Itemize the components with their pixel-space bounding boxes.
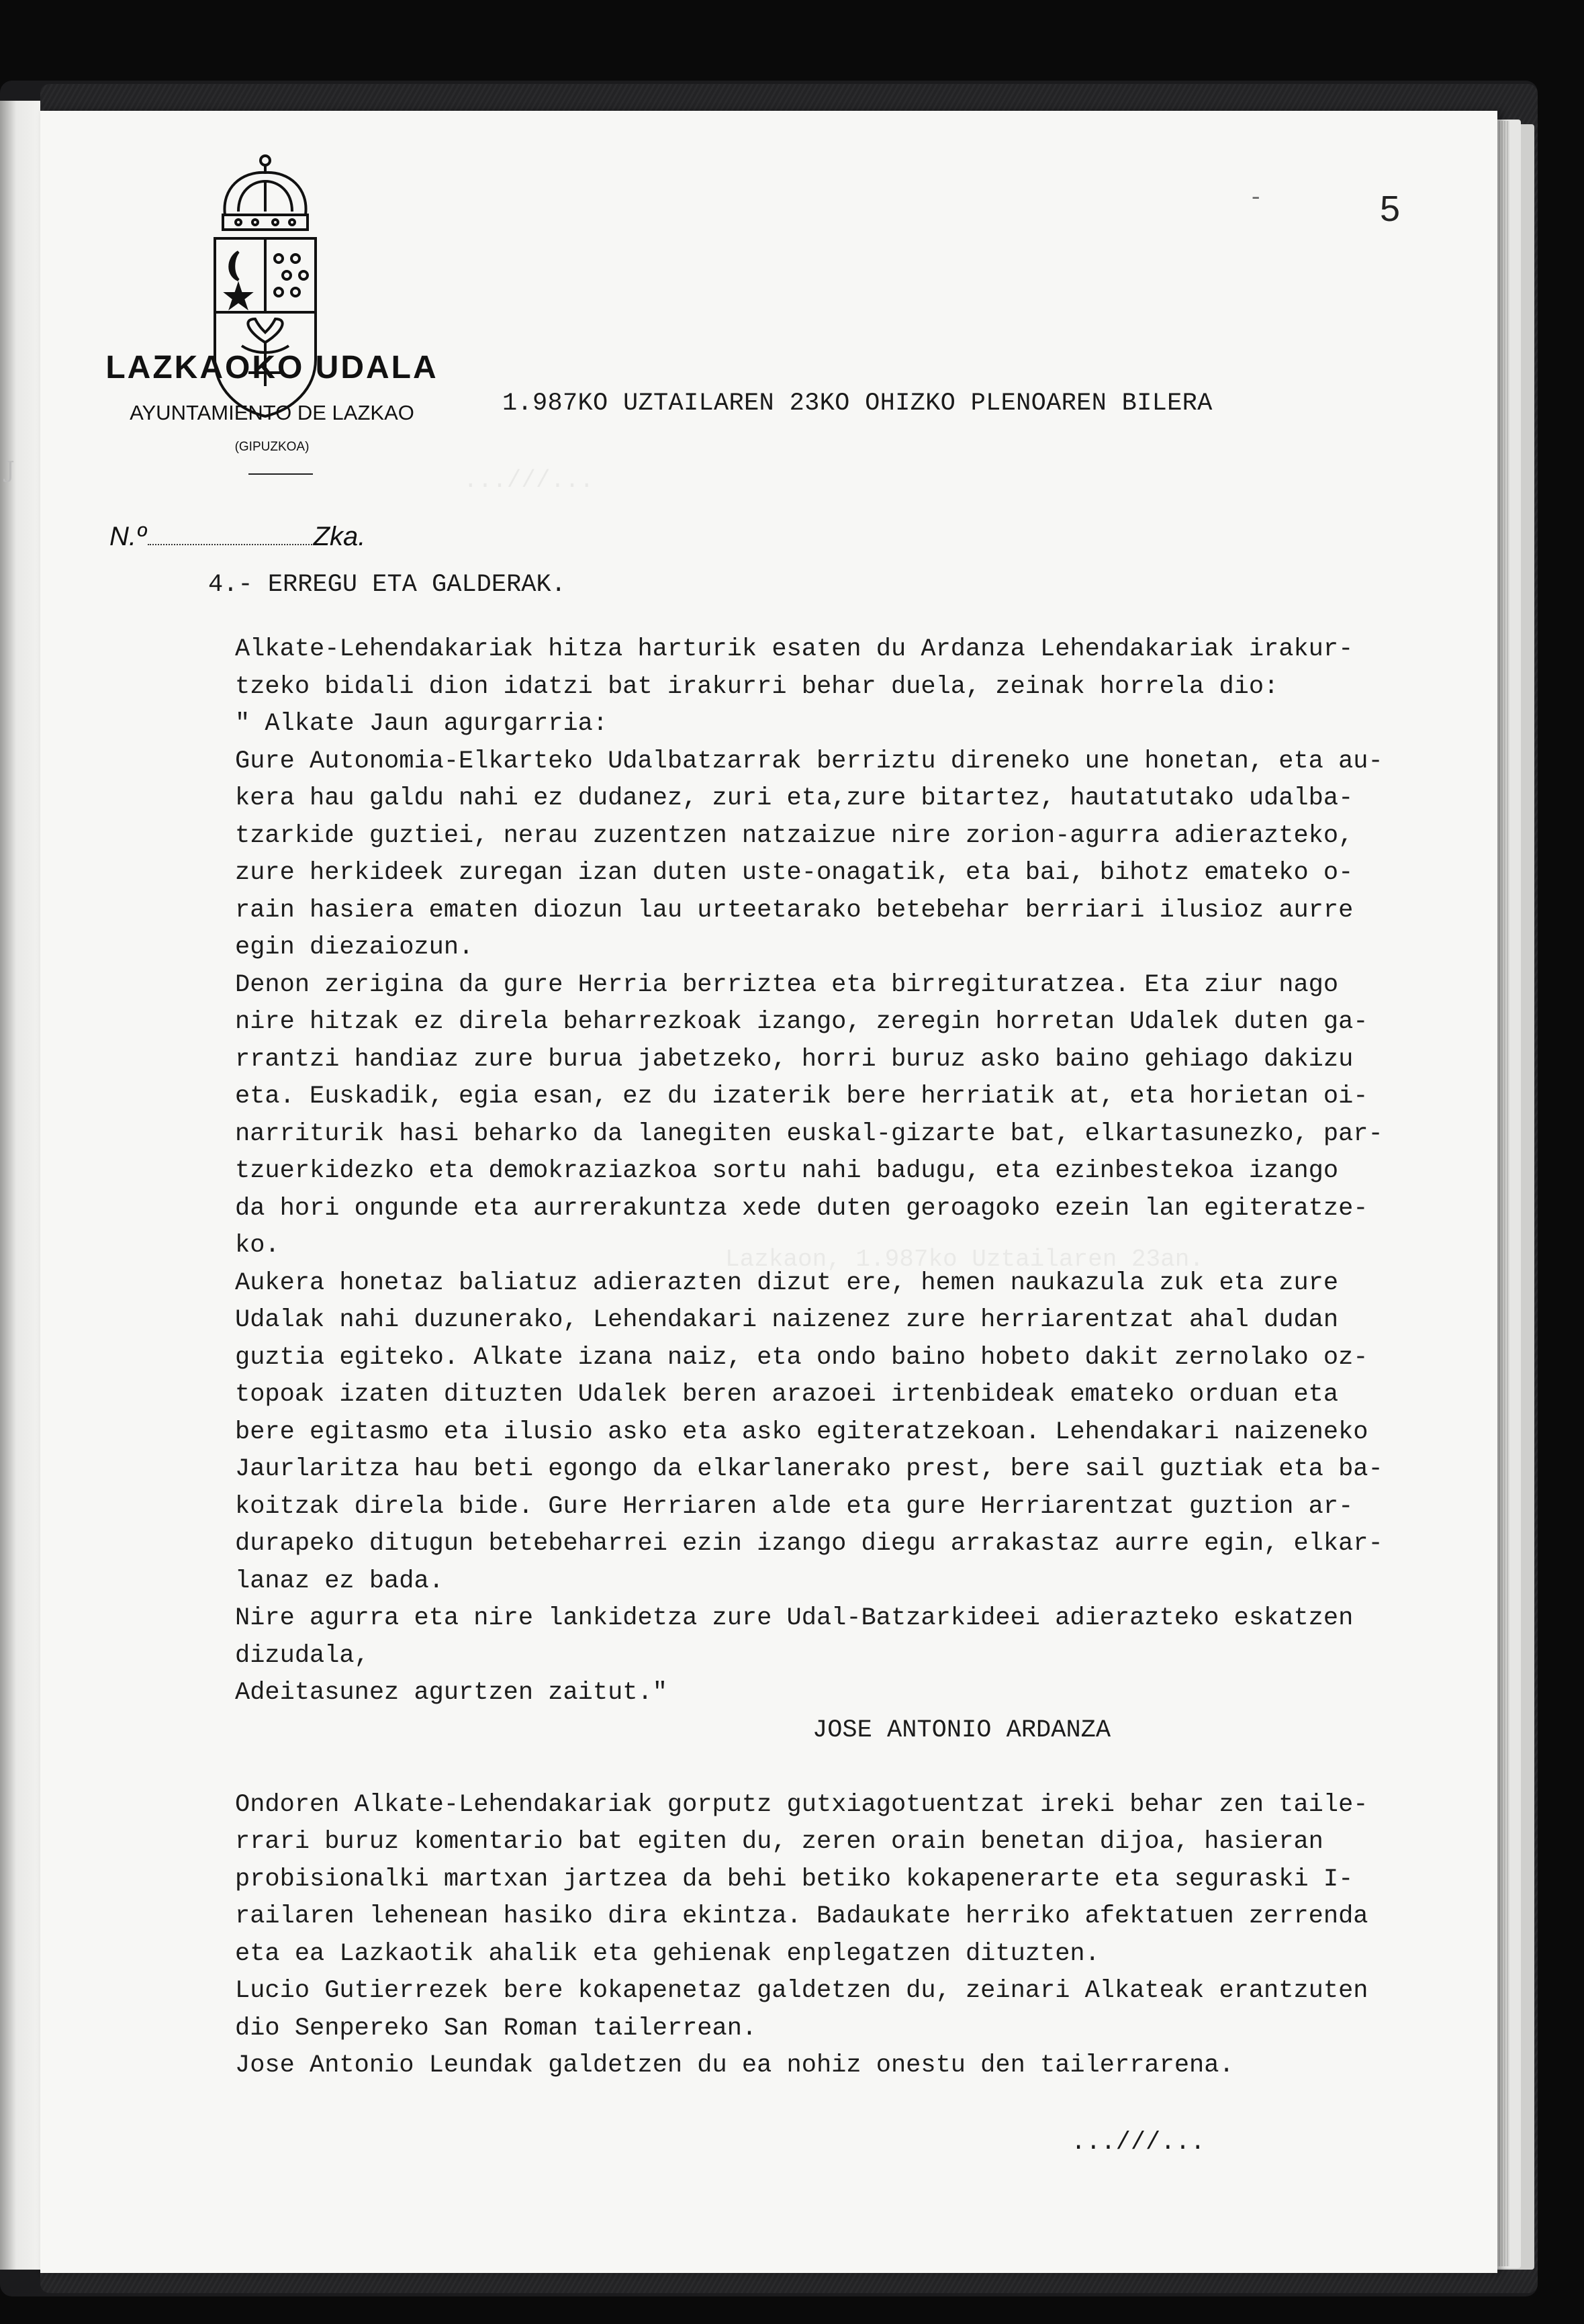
body-line: eta ea Lazkaotik ahalik eta gehienak enplegatzen dituzten. [235, 1939, 1100, 1968]
body-line: kera hau galdu nahi ez dudanez, zuri eta,zure bitartez, hautatutako udalba- [235, 784, 1354, 812]
left-page-mark: J [5, 457, 15, 483]
signature-line: JOSE ANTONIO ARDANZA [812, 1716, 1111, 1745]
body-line: tzuerkidezko eta demokraziazkoa sortu nahi badugu, eta ezinbestekoa izango [235, 1157, 1339, 1185]
body-line: narriturik hasi beharko da lanegiten euskal-gizarte bat, elkartasunezko, par- [235, 1119, 1383, 1148]
body-line: durapeko ditugun betebeharrei ezin izango diegu arrakastaz aurre egin, elkar- [235, 1530, 1383, 1558]
header-rule [248, 473, 313, 475]
body-line: probisionalki martxan jartzea da behi betiko kokapenerarte eta seguraski I- [235, 1865, 1354, 1894]
body-line: zure herkideek zuregan izan duten uste-onagatik, eta bai, bihotz emateko o- [235, 859, 1354, 887]
left-page-edge [0, 101, 40, 2270]
body-line: nire hitzak ez direla beharrezkoak izango, zeregin horretan Udalek duten ga- [235, 1008, 1368, 1036]
body-line: Lucio Gutierrezek bere kokapenetaz galdetzen du, zeinari Alkateak erantzuten [235, 1977, 1368, 2005]
body-line: railaren lehenean hasiko dira ekintza. Badaukate herriko afektatuen zerrenda [235, 1902, 1368, 1931]
body-line: Udalak nahi duzunerako, Lehendakari naizenez zure herriarentzat ahal dudan [235, 1306, 1339, 1334]
body-line: egin diezaiozun. [235, 933, 474, 962]
page-number: 5 [1380, 189, 1401, 229]
page-dash: - [1249, 186, 1263, 212]
body-line: rain hasiera ematen diozun lau urteetarako betebehar berriari ilusioz aurre [235, 896, 1354, 925]
body-line: tzeko bidali dion idatzi bat irakurri behar duela, zeinak horrela dio: [235, 672, 1279, 701]
body-line: Aukera honetaz baliatuz adierazten dizut ere, hemen naukazula zuk eta zure [235, 1268, 1339, 1297]
bleed-through-mark: ...///... [463, 467, 594, 494]
body-line: ko. [235, 1231, 280, 1260]
body-line: guztia egiteko. Alkate izana naiz, eta ondo baino hobeto dakit zernolako oz- [235, 1343, 1368, 1372]
body-line: Denon zerigina da gure Herria berriztea eta birregituratzea. Eta ziur nago [235, 970, 1339, 999]
body-line: Gure Autonomia-Elkarteko Udalbatzarrak berriztu direneko une honetan, eta au- [235, 747, 1383, 776]
bleed-through-date: Lazkaon, 1.987ko Uztailaren 23an. [725, 1246, 1204, 1273]
organization-subtitle: AYUNTAMIENTO DE LAZKAO [130, 401, 414, 424]
organization-province: (GIPUZKOA) [234, 440, 310, 454]
body-line: dio Senpereko San Roman tailerrean. [235, 2014, 757, 2043]
body-line: tzarkide guztiei, nerau zuzentzen natzaizue nire zorion-agurra adierazteko, [235, 821, 1354, 850]
reference-suffix: Zka. [313, 522, 366, 551]
body-line: Adeitasunez agurtzen zaitut." [235, 1679, 667, 1707]
body-line: rrari buruz komentario bat egiten du, zeren orain benetan dijoa, hasieran [235, 1828, 1323, 1856]
body-line: Jose Antonio Leundak galdetzen du ea nohiz onestu den tailerrarena. [235, 2051, 1234, 2080]
body-text [235, 631, 1524, 2085]
body-line: Jaurlaritza hau beti egongo da elkarlanerako prest, bere sail guztiak eta ba- [235, 1455, 1383, 1483]
body-line: Ondoren Alkate-Lehendakariak gorputz gutxiagotuentzat ireki behar zen taile- [235, 1790, 1368, 1819]
reference-number-field [109, 522, 365, 552]
body-line: Nire agurra eta nire lankidetza zure Udal-Batzarkideei adierazteko eskatzen [235, 1604, 1354, 1632]
section-heading: 4.- ERREGU ETA GALDERAK. [208, 571, 566, 599]
body-line: da hori ongunde eta aurrerakuntza xede duten geroagoko ezein lan egiteratze- [235, 1194, 1368, 1223]
document-page [40, 111, 1497, 2273]
body-line: Alkate-Lehendakariak hitza harturik esaten du Ardanza Lehendakariak irakur- [235, 635, 1354, 663]
meeting-title: 1.987KO UZTAILAREN 23KO OHIZKO PLENOAREN BILERA [502, 389, 1213, 418]
paragraph-gap [235, 1749, 1524, 1787]
body-line: topoak izaten dituzten Udalek beren arazoei irtenbideak emateko orduan eta [235, 1381, 1339, 1409]
reference-prefix: N.º [109, 522, 146, 551]
reference-dotted-line [148, 524, 312, 545]
organization-name: LAZKAOKO UDALA [105, 350, 438, 385]
body-line: rrantzi handiaz zure burua jabetzeko, horri buruz asko baino gehiago dakizu [235, 1045, 1354, 1074]
body-line: koitzak direla bide. Gure Herriaren alde eta gure Herriarentzat guztion ar- [235, 1492, 1354, 1521]
body-line: lanaz ez bada. [235, 1567, 444, 1595]
body-line: " Alkate Jaun agurgarria: [235, 710, 608, 738]
body-line: dizudala, [235, 1641, 369, 1670]
body-line: eta. Euskadik, egia esan, ez du izaterik bere herriatik at, eta horietan oi- [235, 1082, 1368, 1111]
body-line: bere egitasmo eta ilusio asko eta asko egiteratzekoan. Lehendakari naizeneko [235, 1417, 1368, 1446]
continuation-mark: ...///... [1071, 2129, 1205, 2157]
